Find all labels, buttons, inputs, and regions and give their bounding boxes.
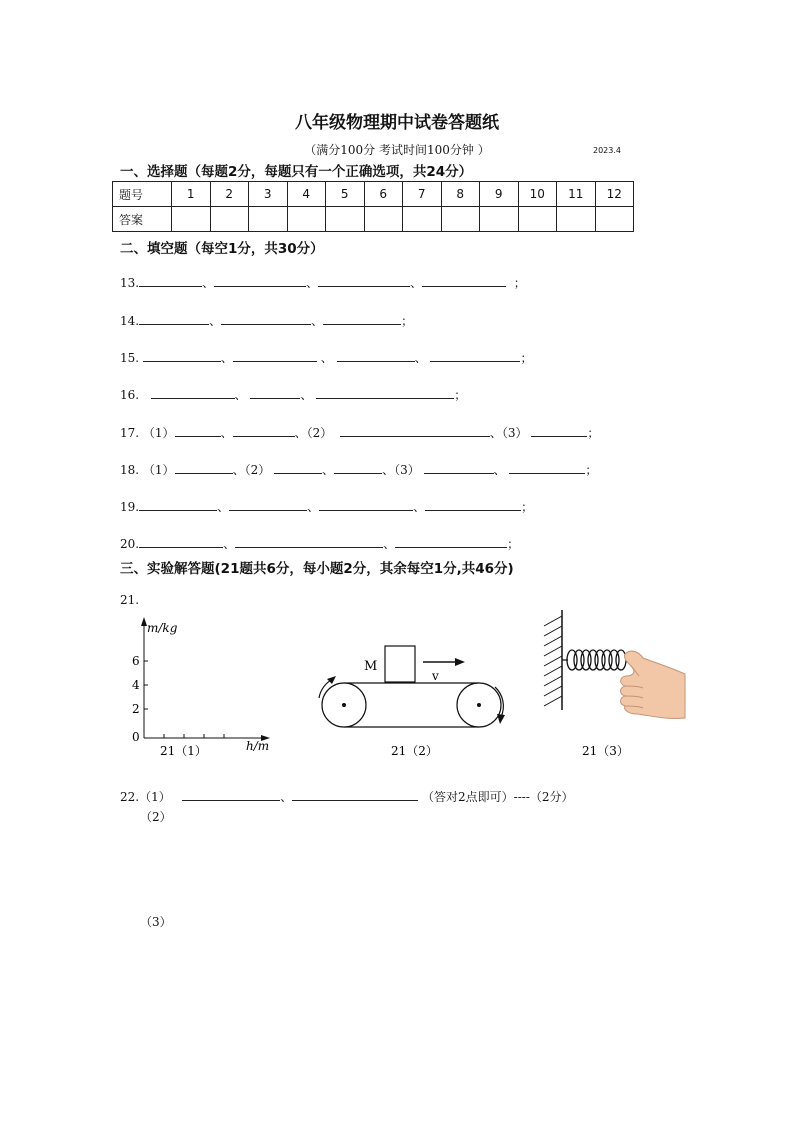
question-number: 4: [287, 182, 326, 207]
page-title: 八年级物理期中试卷答题纸: [295, 113, 499, 133]
answer-blank[interactable]: [425, 497, 521, 511]
answer-blank[interactable]: [292, 787, 418, 801]
figure-21-1-graph: [125, 614, 285, 759]
answer-blank[interactable]: [250, 385, 300, 399]
answer-blank[interactable]: [422, 273, 506, 287]
table-row-answers: [113, 207, 634, 232]
answer-cell[interactable]: [595, 207, 634, 232]
question-22: 22.（1） 、 （答对2点即可）----（2分）: [120, 787, 574, 805]
answer-blank[interactable]: [175, 460, 233, 474]
figure-caption: 21（2）: [391, 744, 438, 758]
answer-blank[interactable]: [151, 385, 235, 399]
question-number: 6: [364, 182, 403, 207]
figure-21-3-spring: [535, 610, 690, 762]
question-14: 14. 、 、 ；: [120, 311, 413, 329]
answer-blank[interactable]: [424, 460, 494, 474]
figure-caption: 21（1）: [160, 744, 207, 758]
answer-blank[interactable]: [340, 423, 490, 437]
answer-blank[interactable]: [229, 497, 307, 511]
answer-blank[interactable]: [221, 311, 311, 325]
answer-blank[interactable]: [139, 273, 202, 287]
exam-subtitle: （满分100分 考试时间100分钟 ）: [304, 143, 490, 157]
answer-blank[interactable]: [182, 787, 280, 801]
answer-cell[interactable]: [557, 207, 596, 232]
spring: [567, 650, 626, 670]
answer-blank[interactable]: [316, 385, 454, 399]
question-number: 12: [595, 182, 634, 207]
answer-cell[interactable]: [403, 207, 442, 232]
block-m: [385, 646, 415, 682]
answer-blank[interactable]: [139, 497, 217, 511]
velocity-arrow-icon: [455, 658, 465, 666]
y-axis-label: m/kg: [147, 621, 178, 635]
table-row-numbers: [113, 182, 634, 207]
answer-blank[interactable]: [233, 423, 295, 437]
rotation-arrow-icon: [327, 676, 336, 684]
section2-heading: 二、填空题（每空1分，共30分）: [120, 241, 324, 257]
answer-blank[interactable]: [319, 497, 413, 511]
answer-blank[interactable]: [214, 273, 306, 287]
figure-21-2-conveyor: [305, 635, 520, 761]
question-number: 5: [326, 182, 365, 207]
question-22-part2: （2）: [140, 810, 172, 824]
velocity-label: v: [432, 669, 439, 683]
answer-cell[interactable]: [210, 207, 249, 232]
answer-blank[interactable]: [143, 348, 221, 362]
answer-blank[interactable]: [139, 534, 223, 548]
answer-blank[interactable]: [430, 348, 520, 362]
answer-cell[interactable]: [249, 207, 288, 232]
hand-icon: [621, 651, 686, 719]
y-tick-label: 6: [132, 654, 140, 668]
x-axis-label: h/m: [246, 739, 270, 753]
question-22-part3: （3）: [140, 915, 172, 929]
question-number: 10: [518, 182, 557, 207]
row-header-number: 题号: [113, 182, 172, 207]
question-13: 13. 、 、 、 ；: [120, 273, 526, 291]
row-header-answer: 答案: [113, 207, 172, 232]
answer-table: [112, 181, 634, 232]
question-15: 15. 、 、 、 ；: [120, 348, 532, 366]
y-tick-label: 0: [132, 730, 140, 744]
question-number: 3: [249, 182, 288, 207]
question-number: 11: [557, 182, 596, 207]
mass-label: M: [364, 659, 378, 674]
answer-blank[interactable]: [318, 273, 410, 287]
answer-blank[interactable]: [274, 460, 322, 474]
question-20: 20. 、 、 ；: [120, 534, 519, 552]
answer-cell[interactable]: [287, 207, 326, 232]
answer-blank[interactable]: [139, 311, 209, 325]
rotation-arrow-icon: [497, 714, 505, 724]
answer-blank[interactable]: [233, 348, 317, 362]
exam-date: 2023.4: [593, 146, 621, 155]
question-number: 7: [403, 182, 442, 207]
question-16: 16. 、 、 ；: [120, 385, 466, 403]
section1-heading: 一、选择题（每题2分，每题只有一个正确选项，共24分）: [120, 164, 473, 180]
answer-cell[interactable]: [172, 207, 211, 232]
answer-blank[interactable]: [175, 423, 221, 437]
question-number: 2: [210, 182, 249, 207]
section3-heading: 三、实验解答题(21题共6分，每小题2分，其余每空1分,共46分): [120, 561, 514, 577]
answer-blank[interactable]: [531, 423, 587, 437]
answer-cell[interactable]: [441, 207, 480, 232]
answer-blank[interactable]: [323, 311, 401, 325]
answer-cell[interactable]: [480, 207, 519, 232]
question-18: 18. （1） 、（2） 、 、（3） 、 ；: [120, 460, 597, 478]
answer-blank[interactable]: [395, 534, 507, 548]
answer-cell[interactable]: [364, 207, 403, 232]
answer-blank[interactable]: [235, 534, 383, 548]
question-19: 19. 、 、 、 ；: [120, 497, 533, 515]
answer-blank[interactable]: [334, 460, 382, 474]
question-number: 8: [441, 182, 480, 207]
y-tick-label: 4: [132, 678, 140, 692]
answer-blank[interactable]: [509, 460, 585, 474]
question-number: 9: [480, 182, 519, 207]
answer-cell[interactable]: [326, 207, 365, 232]
question-number: 1: [172, 182, 211, 207]
question-21-label: 21.: [120, 593, 140, 607]
answer-blank[interactable]: [337, 348, 415, 362]
answer-cell[interactable]: [518, 207, 557, 232]
y-tick-label: 2: [132, 702, 140, 716]
question-17: 17. （1） 、 、（2） 、（3） ；: [120, 423, 599, 441]
figure-caption: 21（3）: [582, 744, 629, 758]
